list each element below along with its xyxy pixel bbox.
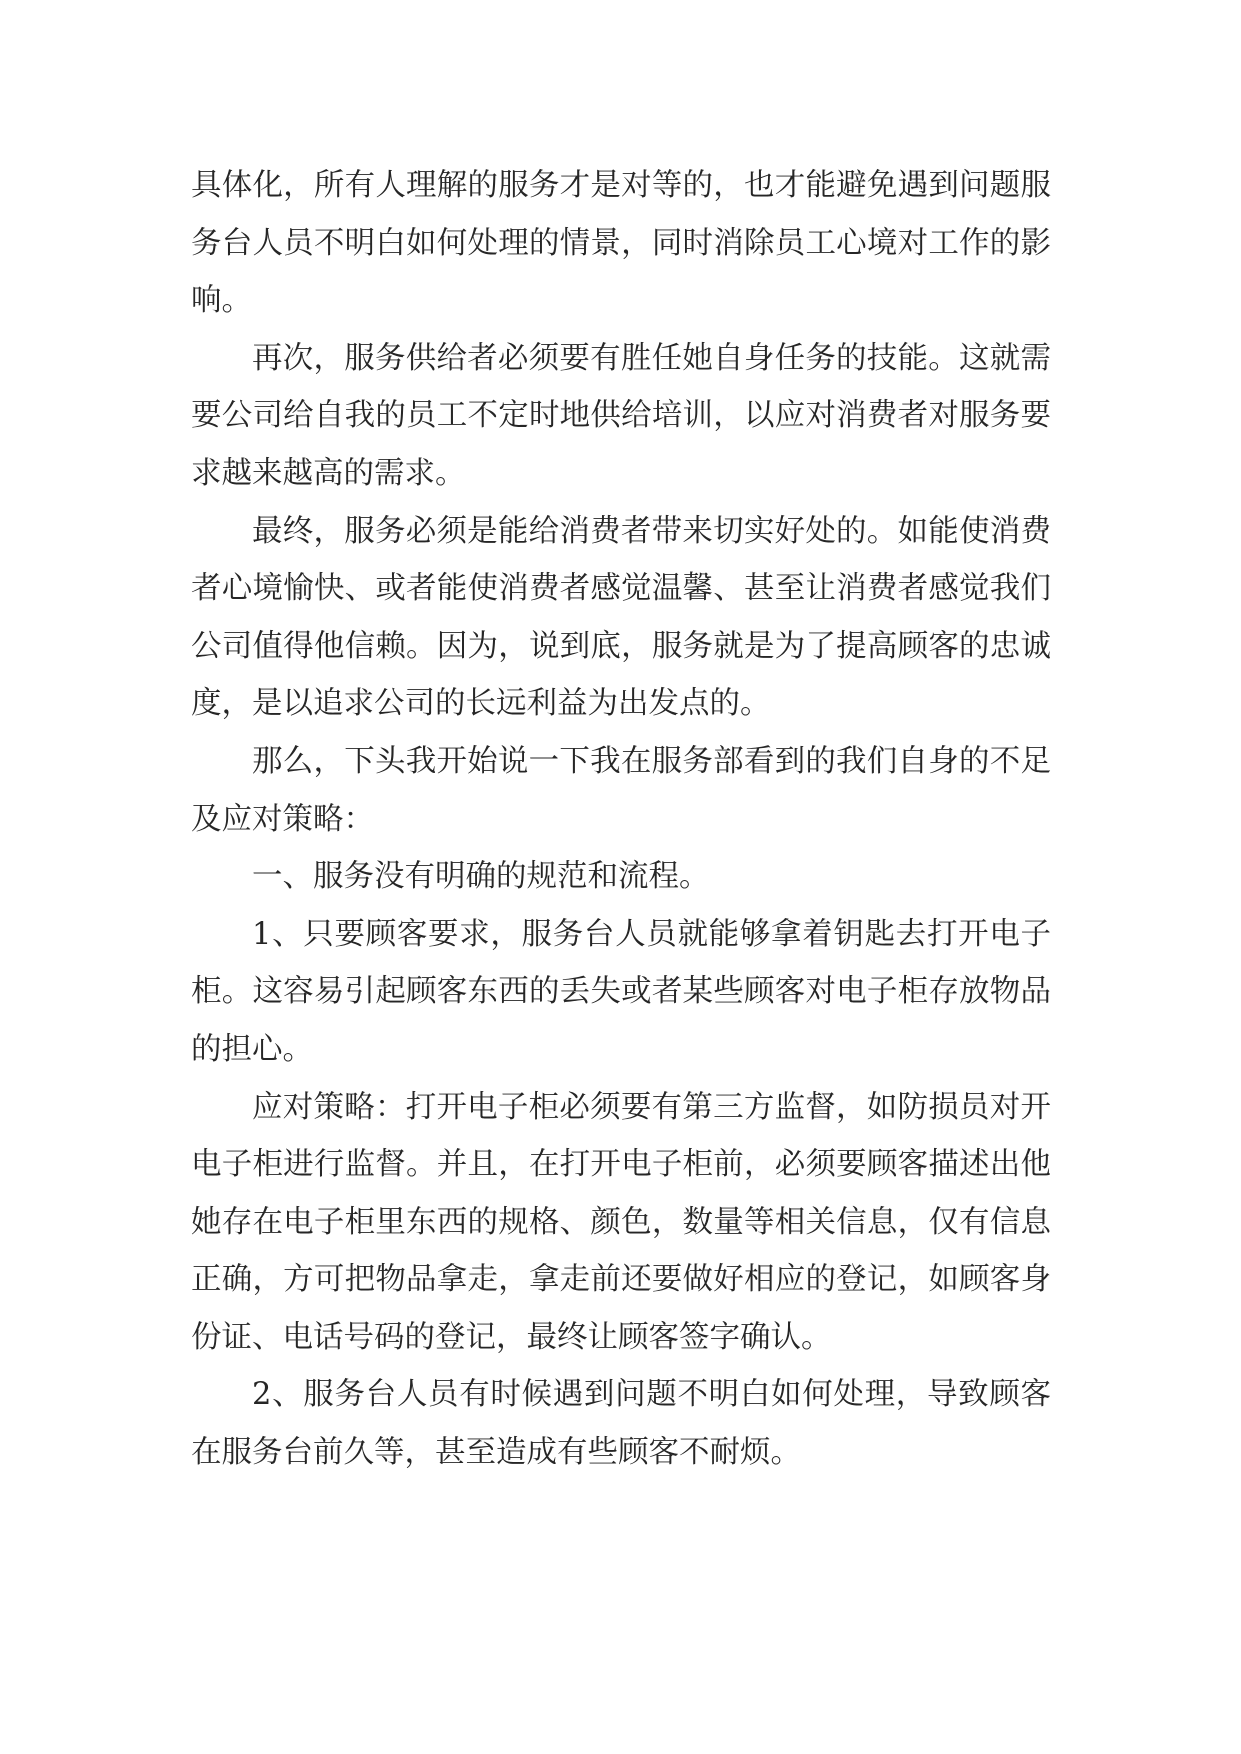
paragraph-strategy-1: 应对策略：打开电子柜必须要有第三方监督，如防损员对开电子柜进行监督。并且，在打开电子柜前，必须要顾客描述出他她存在电子柜里东西的规格、颜色，数量等相关信息，仅有信息正确，方可把物品拿走，拿走前还要做好相应的登记，如顾客身份证、电话号码的登记，最终让顾客签字确认。 [191,1089,1051,1355]
section-heading-one: 一、服务没有明确的规范和流程。 [252,859,710,895]
paragraph-skills: 再次，服务供给者必须要有胜任她自身任务的技能。这就需要公司给自我的员工不定时地供给培训，以应对消费者对服务要求越来越高的需求。 [191,340,1051,491]
document-body [191,157,1051,1482]
paragraph-intro-shortcomings: 那么，下头我开始说一下我在服务部看到的我们自身的不足及应对策略： [191,743,1051,837]
paragraph-item-2: 2、服务台人员有时候遇到问题不明白如何处理，导致顾客在服务台前久等，甚至造成有些顾客不耐烦。 [191,1377,1051,1471]
paragraph-continuation: 具体化，所有人理解的服务才是对等的，也才能避免遇到问题服务台人员不明白如何处理的情景，同时消除员工心境对工作的影响。 [191,168,1051,319]
paragraph-item-1: 1、只要顾客要求，服务台人员就能够拿着钥匙去打开电子柜。这容易引起顾客东西的丢失或者某些顾客对电子柜存放物品的担心。 [191,916,1051,1067]
paragraph-benefits: 最终，服务必须是能给消费者带来切实好处的。如能使消费者心境愉快、或者能使消费者感觉温馨、甚至让消费者感觉我们公司值得他信赖。因为，说到底，服务就是为了提高顾客的忠诚度，是以追求公司的长远利益为出发点的。 [191,513,1051,722]
